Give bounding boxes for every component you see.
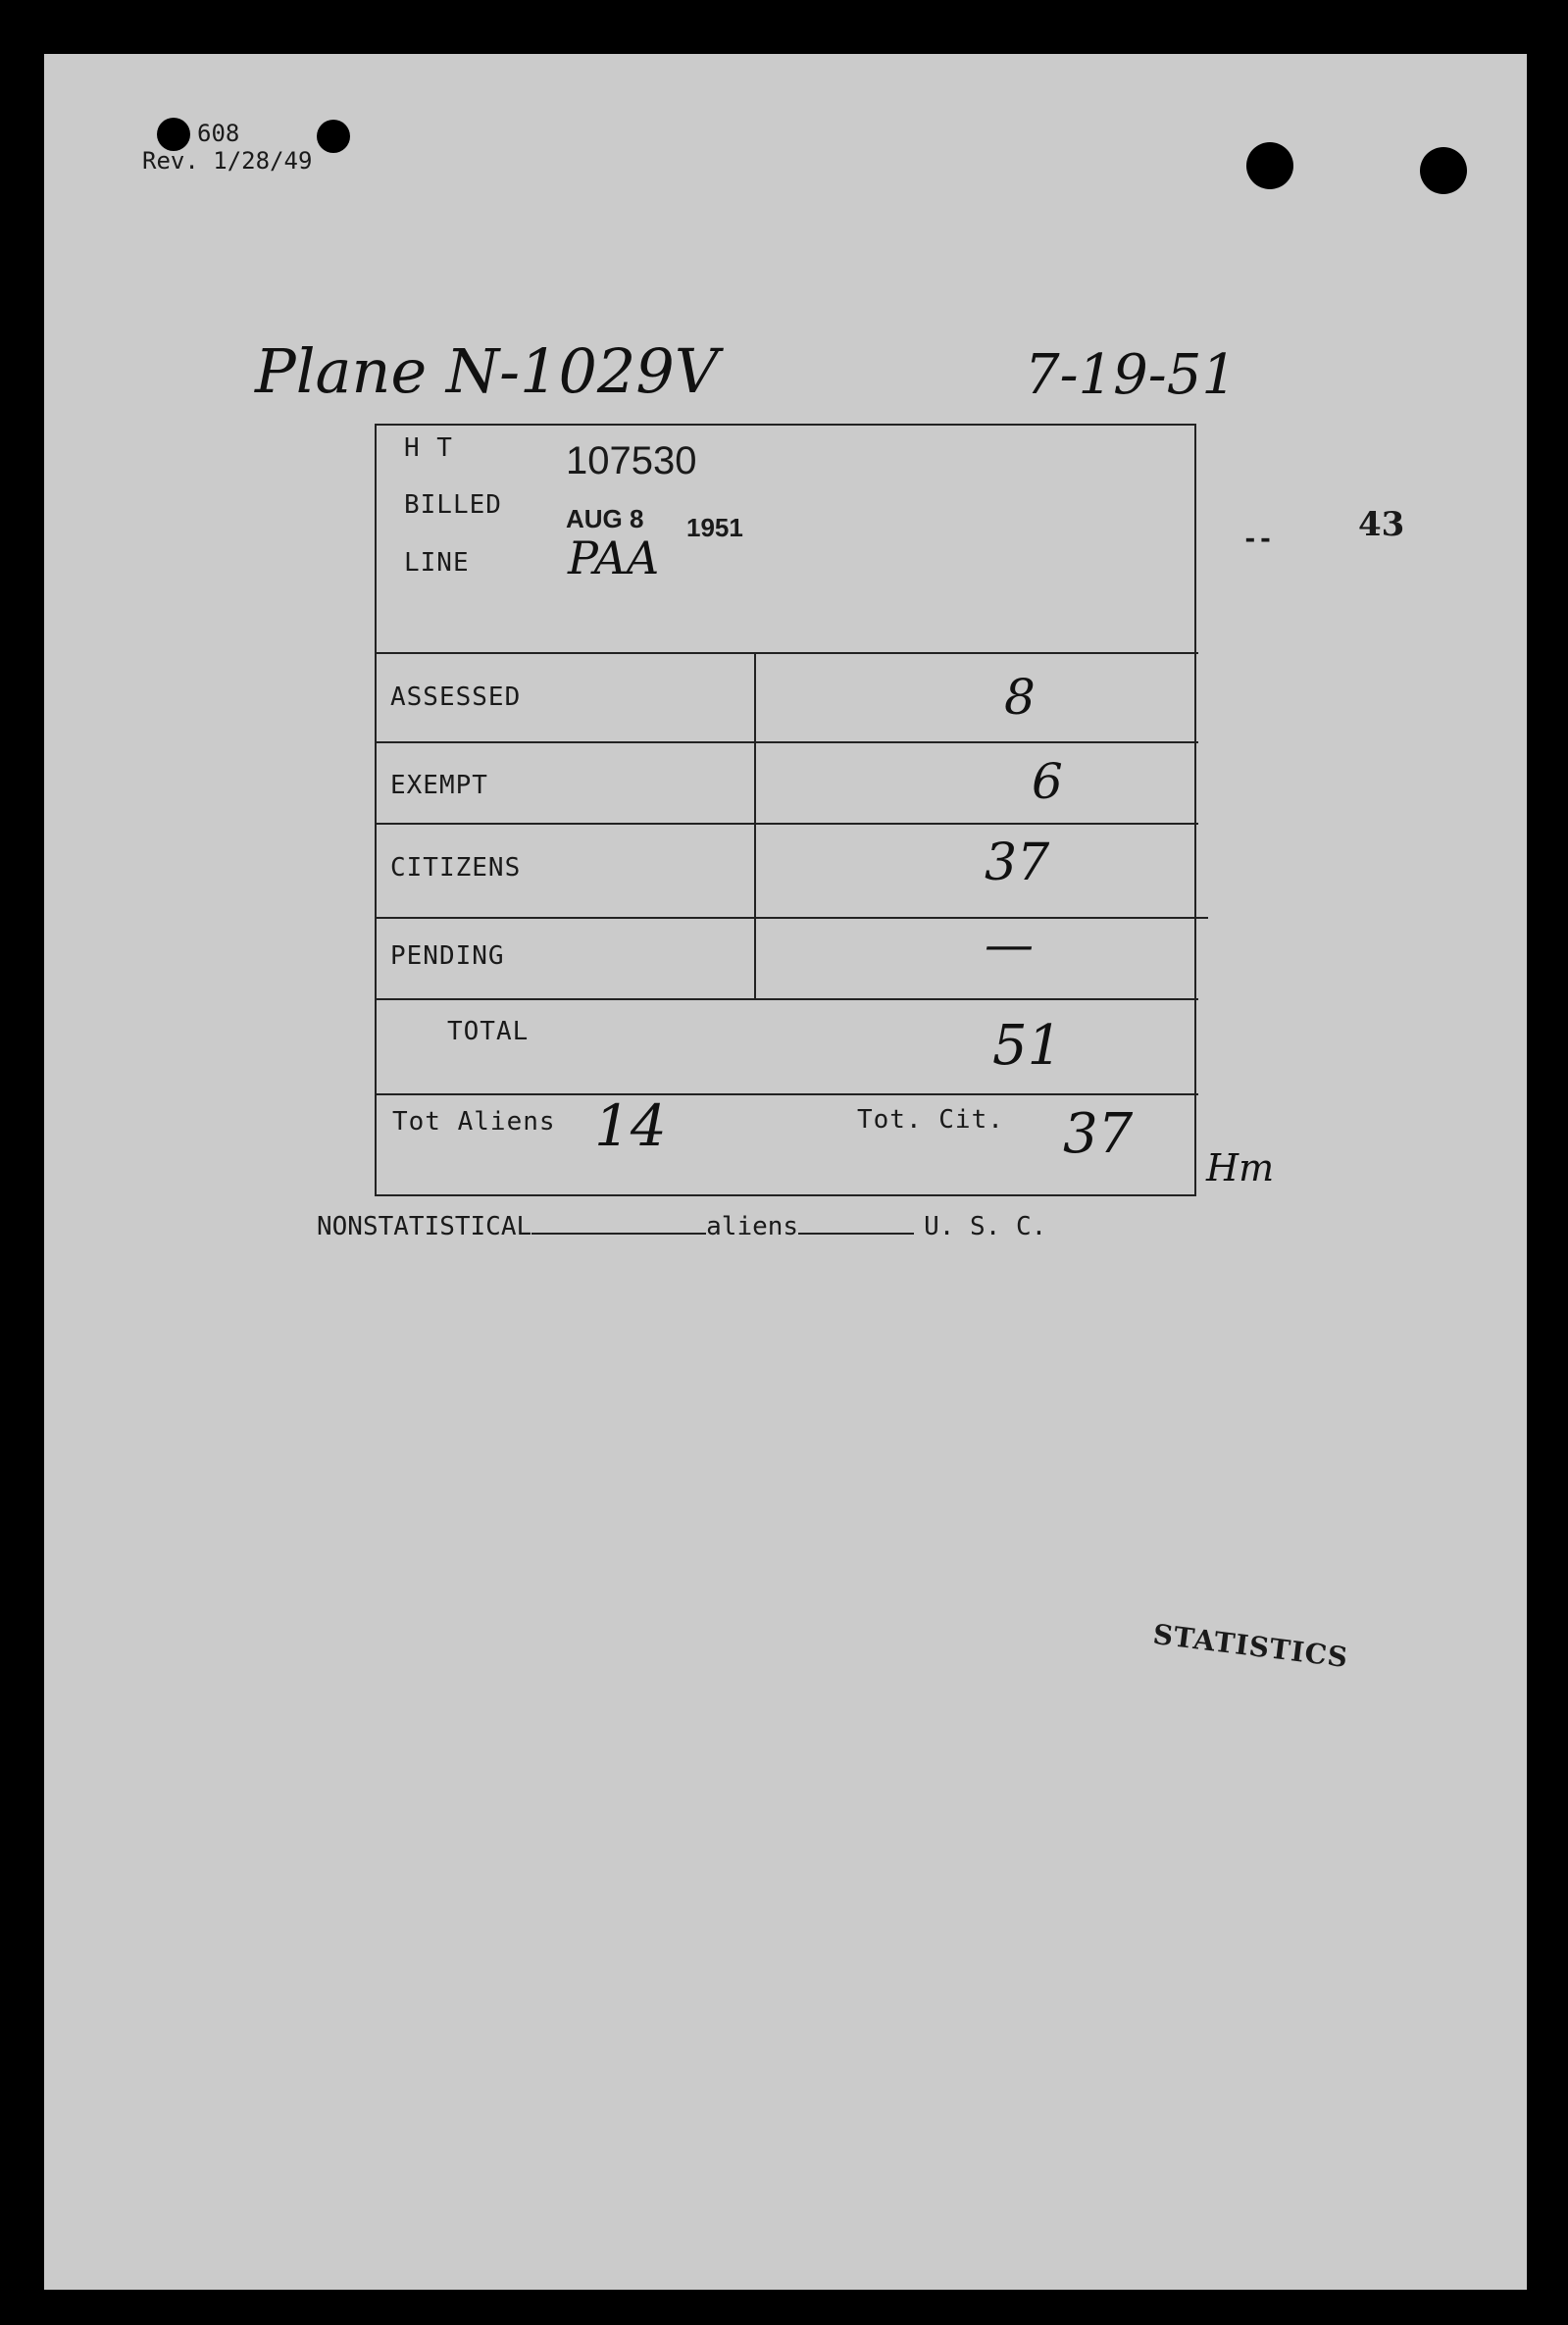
ht-number: 107530 (566, 439, 697, 482)
form-revision: Rev. 1/28/49 (142, 147, 313, 175)
punch-hole-right-1 (1246, 142, 1293, 189)
form-number: 608 (197, 120, 240, 147)
assessed-value: 8 (1004, 669, 1036, 726)
line-handwritten: PAA (568, 531, 660, 584)
aliens-label: aliens (706, 1212, 799, 1241)
punch-hole-left-2 (317, 120, 350, 153)
plane-handwritten: Plane N-1029V (255, 335, 719, 407)
citizens-label: CITIZENS (390, 853, 522, 883)
ht-label: H T (404, 433, 453, 463)
nonstatistical-label: NONSTATISTICAL (317, 1212, 532, 1241)
usc-label: U. S. C. (924, 1212, 1047, 1241)
total-value: 51 (992, 1014, 1063, 1078)
page-number: 43 (1358, 505, 1405, 544)
punch-hole-right-2 (1420, 147, 1467, 194)
passenger-summary-table (375, 424, 1196, 1196)
initials-handwritten: Hm (1206, 1146, 1275, 1189)
dash-mark: -- (1242, 525, 1274, 554)
assessed-label: ASSESSED (390, 682, 522, 712)
exempt-label: EXEMPT (390, 771, 488, 800)
pending-value: — (985, 916, 1034, 973)
line-label: LINE (404, 548, 470, 578)
billed-year-stamp: 1951 (686, 513, 743, 542)
total-label: TOTAL (447, 1017, 530, 1046)
exempt-value: 6 (1032, 753, 1063, 810)
nonstatistical-blank-2 (798, 1211, 914, 1235)
nonstatistical-blank-1 (531, 1211, 706, 1235)
nonstatistical-line (317, 1211, 1046, 1241)
tot-cit-value: 37 (1063, 1102, 1134, 1166)
tot-aliens-label: Tot Aliens (392, 1107, 556, 1137)
tot-cit-label: Tot. Cit. (857, 1105, 1004, 1135)
statistics-stamp: STATISTICS (1150, 1618, 1350, 1675)
citizens-value: 37 (985, 834, 1050, 892)
punch-hole-left (157, 118, 190, 151)
billed-label: BILLED (404, 490, 502, 520)
pending-label: PENDING (390, 941, 505, 971)
billed-date-stamp: AUG 8 (566, 504, 644, 533)
document-page (44, 54, 1527, 2290)
tot-aliens-value: 14 (594, 1092, 667, 1159)
date-handwritten: 7-19-51 (1025, 343, 1237, 407)
